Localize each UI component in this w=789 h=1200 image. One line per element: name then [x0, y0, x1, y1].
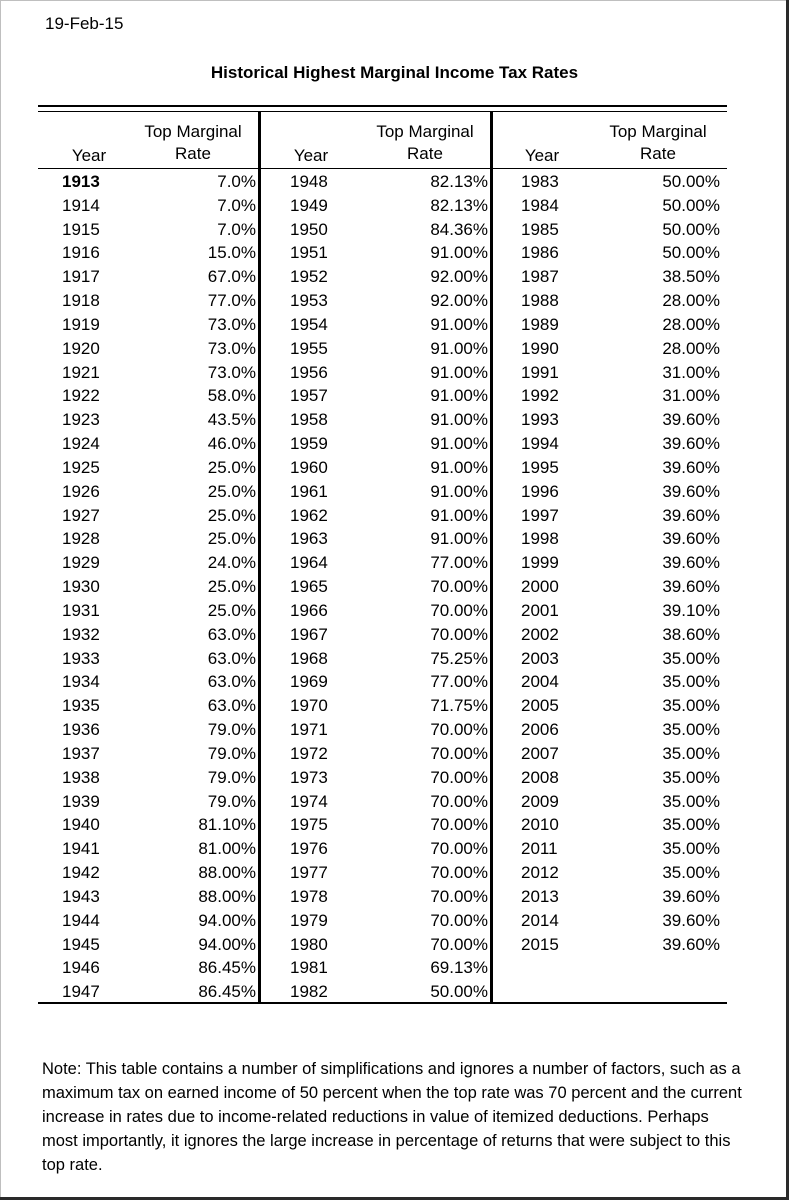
year-cell: 1957 [290, 386, 328, 406]
year-cell: 1983 [521, 172, 559, 191]
year-cell: 1971 [290, 720, 328, 740]
rate-header-line2: Rate [640, 144, 676, 163]
year-cell: 1939 [62, 791, 100, 811]
year-cell: 1916 [62, 243, 100, 263]
year-cell: 1976 [290, 839, 328, 859]
year-cell: 1926 [62, 481, 100, 501]
rate-cell: 39.60% [662, 481, 720, 501]
year-cell: 2000 [521, 577, 559, 597]
year-cell: 1925 [62, 457, 100, 477]
document-date: 19-Feb-15 [45, 14, 124, 33]
year-cell: 2006 [521, 720, 559, 740]
year-cell: 1980 [290, 934, 328, 954]
year-cell: 1937 [62, 743, 100, 763]
rate-cell: 39.60% [662, 434, 720, 454]
rate-cell: 91.00% [430, 386, 488, 406]
rate-cell: 82.13% [430, 195, 488, 215]
rate-cell: 91.00% [430, 243, 488, 263]
rate-cell: 39.60% [662, 577, 720, 597]
rate-cell: 35.00% [662, 767, 720, 787]
year-cell: 1929 [62, 553, 100, 573]
rate-cell: 7.0% [217, 219, 256, 239]
year-cell: 1974 [290, 791, 328, 811]
year-cell: 2010 [521, 815, 559, 835]
rate-cell: 39.60% [662, 529, 720, 549]
year-cell: 1979 [290, 910, 328, 930]
year-cell: 2008 [521, 767, 559, 787]
rate-cell: 35.00% [662, 815, 720, 835]
year-cell: 1924 [62, 434, 100, 454]
rate-cell: 50.00% [430, 982, 488, 1002]
rate-cell: 77.0% [207, 291, 256, 311]
year-cell: 1932 [62, 624, 100, 644]
year-cell: 1998 [521, 529, 559, 549]
rate-header-line2: Rate [407, 144, 443, 163]
year-cell: 1931 [62, 600, 100, 620]
year-cell: 1918 [62, 291, 100, 311]
rate-cell: 79.0% [207, 743, 256, 763]
year-cell: 1913 [62, 172, 100, 191]
year-cell: 1963 [290, 529, 328, 549]
rate-cell: 91.00% [430, 505, 488, 525]
rate-cell: 25.0% [207, 481, 256, 501]
rate-cell: 24.0% [207, 553, 256, 573]
rate-cell: 94.00% [198, 934, 256, 954]
rate-cell: 35.00% [662, 720, 720, 740]
rate-cell: 70.00% [430, 577, 488, 597]
year-cell: 1962 [290, 505, 328, 525]
year-cell: 1950 [290, 219, 328, 239]
rate-cell: 39.60% [662, 886, 720, 906]
rate-cell: 73.0% [207, 362, 256, 382]
rate-cell: 31.00% [662, 386, 720, 406]
year-cell: 1959 [290, 434, 328, 454]
rate-cell: 84.36% [430, 219, 488, 239]
rate-cell: 70.00% [430, 886, 488, 906]
year-cell: 1958 [290, 410, 328, 430]
column-divider [258, 112, 261, 1003]
rate-cell: 81.10% [198, 815, 256, 835]
rate-cell: 63.0% [207, 624, 256, 644]
rate-header-line1: Top Marginal [609, 122, 707, 141]
rate-cell: 38.50% [662, 267, 720, 287]
rate-cell: 58.0% [207, 386, 256, 406]
year-cell: 1915 [62, 219, 100, 239]
year-cell: 1930 [62, 577, 100, 597]
rate-cell: 25.0% [207, 457, 256, 477]
rate-cell: 70.00% [430, 839, 488, 859]
rate-cell: 77.00% [430, 553, 488, 573]
year-cell: 1945 [62, 934, 100, 954]
rate-cell: 25.0% [207, 529, 256, 549]
rate-cell: 91.00% [430, 338, 488, 358]
year-cell: 1933 [62, 648, 100, 668]
rate-cell: 43.5% [207, 410, 256, 430]
year-cell: 2005 [521, 696, 559, 716]
rate-cell: 73.0% [207, 314, 256, 334]
year-cell: 1954 [290, 314, 328, 334]
year-cell: 1914 [62, 195, 100, 215]
year-cell: 1922 [62, 386, 100, 406]
rate-cell: 70.00% [430, 720, 488, 740]
rate-cell: 50.00% [662, 219, 720, 239]
year-cell: 1984 [521, 195, 559, 215]
rate-cell: 79.0% [207, 767, 256, 787]
year-cell: 1967 [290, 624, 328, 644]
year-cell: 1972 [290, 743, 328, 763]
year-cell: 1989 [521, 314, 559, 334]
year-cell: 1982 [290, 982, 328, 1002]
rate-cell: 35.00% [662, 863, 720, 883]
rate-cell: 94.00% [198, 910, 256, 930]
year-cell: 1988 [521, 291, 559, 311]
header-underline [38, 168, 727, 169]
rate-cell: 71.75% [430, 696, 488, 716]
year-cell: 2004 [521, 672, 559, 692]
rate-cell: 63.0% [207, 672, 256, 692]
rate-header-line1: Top Marginal [144, 122, 242, 141]
rate-cell: 91.00% [430, 362, 488, 382]
year-header: Year [293, 146, 329, 165]
year-cell: 2002 [521, 624, 559, 644]
year-cell: 1951 [290, 243, 328, 263]
rate-cell: 86.45% [198, 958, 256, 978]
rate-cell: 7.0% [217, 172, 256, 191]
rate-cell: 91.00% [430, 314, 488, 334]
year-cell: 1923 [62, 410, 100, 430]
rate-cell: 25.0% [207, 505, 256, 525]
rate-cell: 70.00% [430, 624, 488, 644]
year-cell: 2009 [521, 791, 559, 811]
year-cell: 1921 [62, 362, 100, 382]
rate-cell: 28.00% [662, 291, 720, 311]
year-cell: 1985 [521, 219, 559, 239]
rate-cell: 79.0% [207, 791, 256, 811]
rate-cell: 39.60% [662, 553, 720, 573]
footnote: Note: This table contains a number of simplifications and ignores a number of factors, such as a maximum tax on earned income of 50 percent when the top rate was 70 percent and the current increase in rates due to income-related reductions in value of itemized deductions. Perhaps most importantly, it ignores the large increase in percentage of returns that were subject to this top rate. [42, 1060, 742, 1174]
rate-cell: 91.00% [430, 457, 488, 477]
year-cell: 2014 [521, 910, 559, 930]
year-cell: 2011 [521, 839, 558, 859]
rate-cell: 88.00% [198, 886, 256, 906]
rate-cell: 35.00% [662, 672, 720, 692]
year-cell: 1964 [290, 553, 328, 573]
year-cell: 1986 [521, 243, 559, 263]
year-cell: 1961 [290, 481, 328, 501]
rate-header-line2: Rate [175, 144, 211, 163]
year-cell: 1995 [521, 457, 559, 477]
year-cell: 2007 [521, 743, 559, 763]
rate-cell: 70.00% [430, 910, 488, 930]
document-title: Historical Highest Marginal Income Tax Rates [210, 63, 579, 82]
year-cell: 1953 [290, 291, 328, 311]
year-cell: 1973 [290, 767, 328, 787]
year-cell: 1940 [62, 815, 100, 835]
rate-cell: 39.10% [662, 600, 720, 620]
rate-cell: 7.0% [217, 195, 256, 215]
year-cell: 1948 [290, 172, 328, 191]
year-cell: 1944 [62, 910, 100, 930]
rate-cell: 50.00% [662, 172, 720, 191]
rate-cell: 91.00% [430, 529, 488, 549]
rate-cell: 70.00% [430, 934, 488, 954]
rate-cell: 63.0% [207, 696, 256, 716]
year-cell: 1991 [521, 362, 559, 382]
rate-cell: 77.00% [430, 672, 488, 692]
year-cell: 2013 [521, 886, 559, 906]
year-cell: 1997 [521, 505, 559, 525]
rate-cell: 70.00% [430, 767, 488, 787]
year-cell: 1946 [62, 958, 100, 978]
rate-cell: 39.60% [662, 505, 720, 525]
rate-header-line1: Top Marginal [376, 122, 474, 141]
year-cell: 1993 [521, 410, 559, 430]
year-cell: 2012 [521, 863, 559, 883]
rate-cell: 91.00% [430, 410, 488, 430]
year-cell: 1990 [521, 338, 559, 358]
year-cell: 1992 [521, 386, 559, 406]
year-header: Year [71, 146, 107, 165]
rate-cell: 28.00% [662, 314, 720, 334]
rate-cell: 81.00% [198, 839, 256, 859]
rate-cell: 46.0% [207, 434, 256, 454]
rate-cell: 70.00% [430, 600, 488, 620]
rate-cell: 35.00% [662, 696, 720, 716]
year-cell: 1977 [290, 863, 328, 883]
rate-cell: 91.00% [430, 481, 488, 501]
year-cell: 1978 [290, 886, 328, 906]
rate-cell: 70.00% [430, 815, 488, 835]
rate-cell: 35.00% [662, 648, 720, 668]
year-cell: 1934 [62, 672, 100, 692]
rate-cell: 75.25% [430, 648, 488, 668]
year-header: Year [524, 146, 560, 165]
rate-cell: 25.0% [207, 577, 256, 597]
rate-cell: 38.60% [662, 624, 720, 644]
rate-cell: 70.00% [430, 863, 488, 883]
rate-cell: 91.00% [430, 434, 488, 454]
rate-cell: 67.0% [207, 267, 256, 287]
year-cell: 1965 [290, 577, 328, 597]
year-cell: 1943 [62, 886, 100, 906]
top-rule [38, 105, 727, 107]
rate-cell: 31.00% [662, 362, 720, 382]
year-cell: 1968 [290, 648, 328, 668]
rate-cell: 79.0% [207, 720, 256, 740]
rate-cell: 35.00% [662, 791, 720, 811]
rate-cell: 92.00% [430, 267, 488, 287]
year-cell: 1949 [290, 195, 328, 215]
year-cell: 1999 [521, 553, 559, 573]
year-cell: 1994 [521, 434, 559, 454]
year-cell: 1927 [62, 505, 100, 525]
year-cell: 1917 [62, 267, 100, 287]
rate-cell: 35.00% [662, 839, 720, 859]
year-cell: 2003 [521, 648, 559, 668]
rate-header [130, 121, 256, 165]
year-cell: 1936 [62, 720, 100, 740]
year-cell: 1956 [290, 362, 328, 382]
year-cell: 1938 [62, 767, 100, 787]
rate-cell: 39.60% [662, 457, 720, 477]
column-divider [490, 112, 493, 1003]
year-cell: 1947 [62, 982, 100, 1002]
year-cell: 1981 [290, 958, 328, 978]
rate-cell: 92.00% [430, 291, 488, 311]
year-cell: 1928 [62, 529, 100, 549]
year-cell: 1942 [62, 863, 100, 883]
rate-cell: 86.45% [198, 982, 256, 1002]
rate-cell: 25.0% [207, 600, 256, 620]
year-cell: 1941 [62, 839, 100, 859]
rate-cell: 88.00% [198, 863, 256, 883]
top-rule-thin [38, 111, 727, 112]
year-cell: 1935 [62, 696, 100, 716]
rate-cell: 15.0% [207, 243, 256, 263]
rate-header [362, 121, 488, 165]
rate-cell: 50.00% [662, 243, 720, 263]
year-cell: 1952 [290, 267, 328, 287]
rate-cell: 82.13% [430, 172, 488, 191]
year-cell: 1920 [62, 338, 100, 358]
rate-cell: 39.60% [662, 934, 720, 954]
year-cell: 1955 [290, 338, 328, 358]
rate-cell: 73.0% [207, 338, 256, 358]
rate-cell: 39.60% [662, 910, 720, 930]
rate-cell: 70.00% [430, 743, 488, 763]
rate-cell: 28.00% [662, 338, 720, 358]
rate-cell: 69.13% [430, 958, 488, 978]
rate-cell: 39.60% [662, 410, 720, 430]
rate-header [595, 121, 721, 165]
year-cell: 1970 [290, 696, 328, 716]
year-cell: 1960 [290, 457, 328, 477]
rate-cell: 50.00% [662, 195, 720, 215]
year-cell: 1975 [290, 815, 328, 835]
year-cell: 2001 [521, 600, 559, 620]
year-cell: 2015 [521, 934, 559, 954]
year-cell: 1996 [521, 481, 559, 501]
year-cell: 1966 [290, 600, 328, 620]
year-cell: 1987 [521, 267, 559, 287]
year-cell: 1969 [290, 672, 328, 692]
rate-cell: 70.00% [430, 791, 488, 811]
rate-cell: 35.00% [662, 743, 720, 763]
year-cell: 1919 [62, 314, 100, 334]
rate-cell: 63.0% [207, 648, 256, 668]
